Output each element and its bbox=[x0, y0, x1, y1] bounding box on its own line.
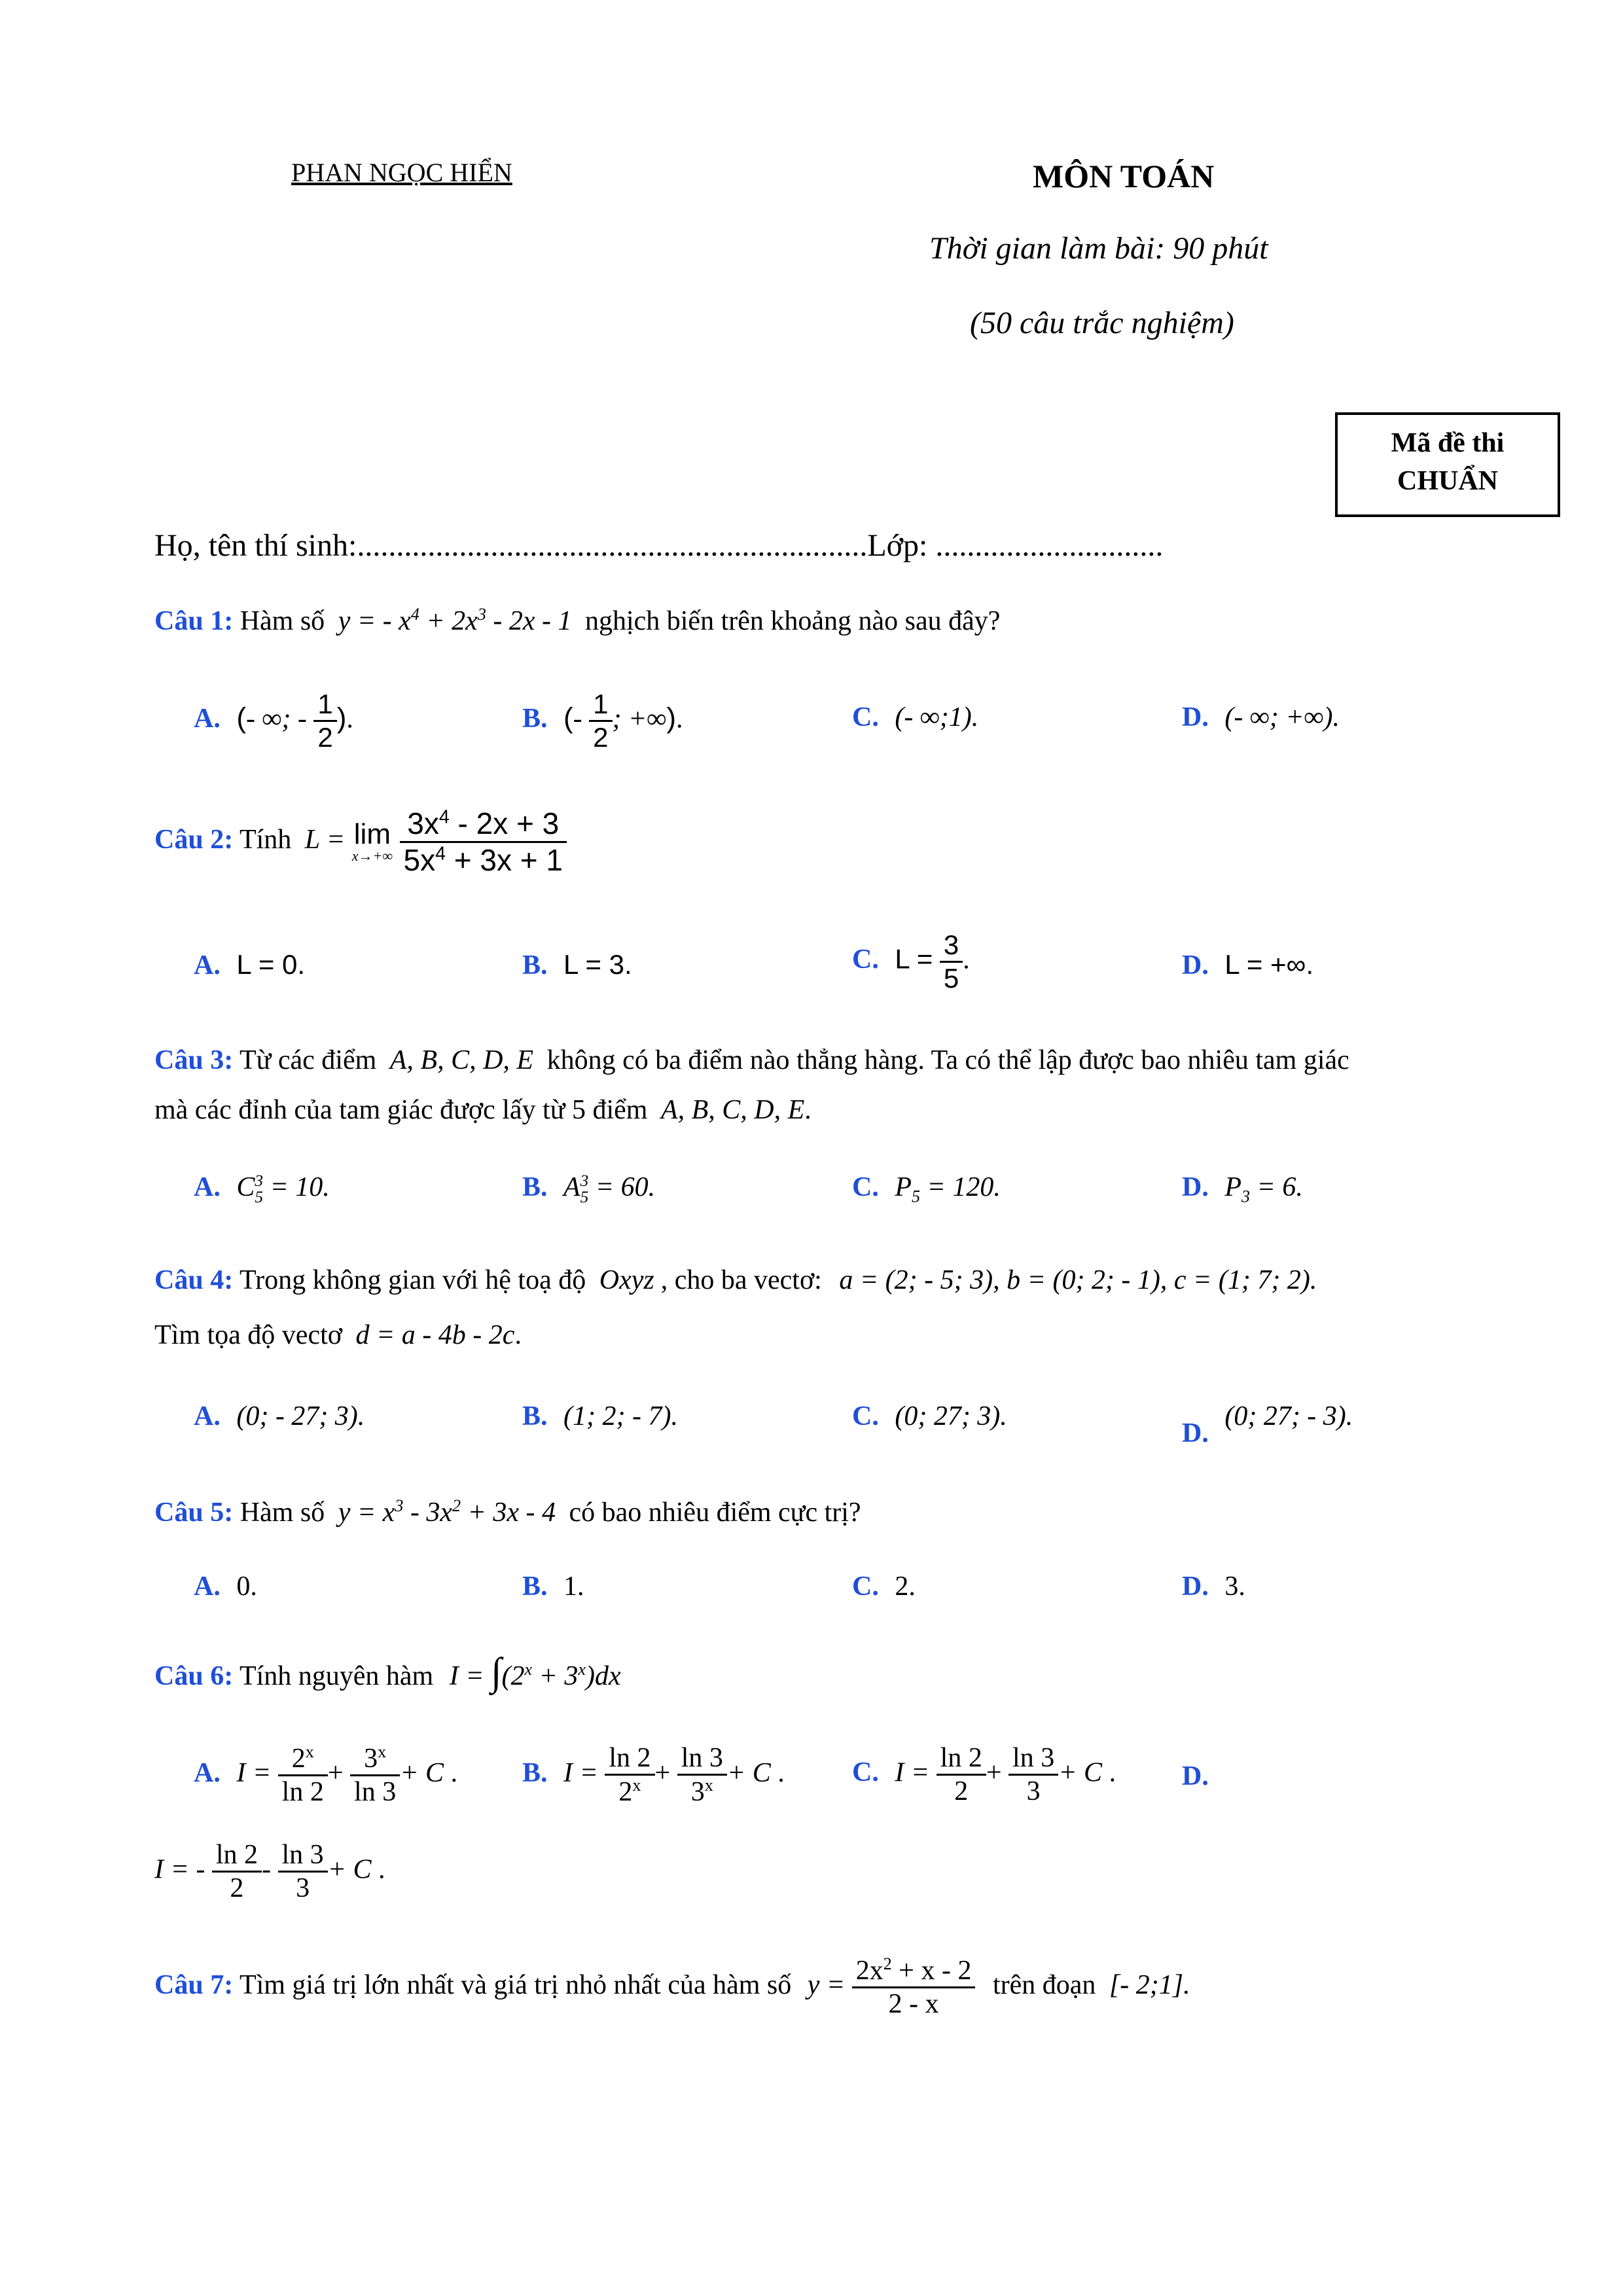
option-text: 2. bbox=[895, 1571, 916, 1602]
option-d[interactable] bbox=[1182, 1761, 1218, 1792]
option-c[interactable]: C. L = $\frac{3}{5}$ . bbox=[852, 929, 970, 994]
option-d[interactable] bbox=[1182, 1401, 1353, 1448]
option-formula: (1; 2; - 7). bbox=[563, 1401, 678, 1431]
fraction: $\frac{3x^4 - 2x + 3}{5x^4 + 3x + 1}$ bbox=[400, 806, 567, 878]
option-text: 3. bbox=[1224, 1571, 1245, 1602]
question-formula: Oxyz bbox=[599, 1265, 654, 1295]
question-2: Câu 2: Tính L = lim x→+∞ $\frac{3x^4 - 2x + 3}{5x^4 + 3x + 1}$ bbox=[154, 806, 567, 878]
option-label: A. bbox=[194, 1401, 221, 1431]
option-a[interactable] bbox=[194, 1401, 365, 1432]
option-text: 1. bbox=[563, 1571, 584, 1602]
option-formula: I = bbox=[236, 1757, 272, 1788]
question-formula: L = bbox=[304, 825, 346, 855]
question-6 bbox=[154, 1649, 621, 1695]
option-c[interactable]: C. I = $\frac{\ln 2}{2}$ + $\frac{\ln 3}{3}$ + C . bbox=[852, 1743, 1116, 1807]
option-formula: L = 0. bbox=[236, 949, 306, 980]
option-text: 0. bbox=[236, 1571, 257, 1602]
question-text: có bao nhiêu điểm cực trị? bbox=[569, 1498, 861, 1528]
option-formula: (0; 27; - 3). bbox=[1224, 1401, 1353, 1431]
question-formula: $y = x^3 - 3x^2 + 3x - 4$ bbox=[338, 1496, 556, 1528]
option-b[interactable] bbox=[522, 949, 632, 981]
question-text: trên đoạn bbox=[992, 1969, 1096, 2000]
question-text: Hàm số bbox=[240, 1498, 325, 1528]
option-label: B. bbox=[522, 1172, 548, 1202]
option-formula: I = bbox=[895, 1757, 930, 1788]
option-formula: (- ∞;1). bbox=[895, 702, 979, 732]
fraction: $\frac{1}{2}$ bbox=[313, 689, 336, 754]
option-formula: (- ∞; +∞). bbox=[1224, 702, 1340, 732]
fraction: $\frac{3}{5}$ bbox=[940, 929, 963, 995]
option-label: B. bbox=[522, 1401, 548, 1431]
option-label: C. bbox=[852, 1757, 879, 1788]
question-formula: d = a - 4b - 2c bbox=[355, 1320, 515, 1350]
fraction: $\frac{3^x}{\ln 3}$ bbox=[350, 1742, 400, 1808]
question-label: Câu 6: bbox=[154, 1661, 234, 1691]
option-b[interactable]: B. (- $\frac{1}{2}$ ; +∞). bbox=[522, 689, 683, 753]
question-text: Từ các điểm bbox=[239, 1045, 377, 1075]
fraction: $\frac{\ln 3}{3}$ bbox=[278, 1839, 328, 1905]
question-label: Câu 2: bbox=[154, 825, 234, 855]
option-formula: L = bbox=[895, 943, 933, 975]
option-formula: (0; 27; 3). bbox=[895, 1401, 1007, 1431]
school-name: PHAN NGỌC HIỂN bbox=[291, 158, 512, 187]
option-label: C. bbox=[852, 1401, 879, 1431]
student-info-line: Họ, tên thí sinh:.................................................................Lớp: ............................. bbox=[154, 528, 1164, 563]
option-a[interactable]: A. (- ∞; - $\frac{1}{2}$ ). bbox=[194, 689, 353, 753]
question-label: Câu 1: bbox=[154, 606, 234, 636]
fraction: $\frac{2^x}{\ln 2}$ bbox=[278, 1742, 328, 1808]
question-text: Tìm tọa độ vectơ bbox=[154, 1320, 342, 1350]
option-a[interactable] bbox=[194, 949, 305, 981]
option-b[interactable] bbox=[522, 1571, 584, 1602]
option-b[interactable] bbox=[522, 1401, 678, 1432]
fraction: $\frac{\ln 2}{2}$ bbox=[212, 1839, 262, 1905]
option-label: C. bbox=[852, 1571, 879, 1602]
option-a[interactable] bbox=[194, 1571, 257, 1602]
question-label: Câu 7: bbox=[154, 1969, 234, 2000]
option-c[interactable] bbox=[852, 1172, 1001, 1206]
question-3 bbox=[154, 1045, 1349, 1076]
option-formula: $P_5 = 120$. bbox=[895, 1172, 1001, 1206]
option-c[interactable] bbox=[852, 1401, 1007, 1432]
question-count: (50 câu trắc nghiệm) bbox=[970, 306, 1234, 340]
option-formula: C 3 5 = 10. bbox=[236, 1172, 330, 1207]
option-label: C. bbox=[852, 1172, 879, 1202]
option-formula: L = +∞. bbox=[1224, 949, 1314, 980]
option-label: D. bbox=[1182, 1761, 1209, 1791]
question-text: mà các đỉnh của tam giác được lấy từ 5 điểm bbox=[154, 1095, 648, 1125]
question-label: Câu 4: bbox=[154, 1265, 234, 1295]
option-c[interactable] bbox=[852, 702, 978, 733]
question-formula: $I = \int(2^x + 3^x)dx$ bbox=[449, 1650, 621, 1693]
question-5 bbox=[154, 1496, 861, 1528]
vectors-formula: a = (2; - 5; 3), b = (0; 2; - 1), c = (1; 7; 2). bbox=[839, 1265, 1317, 1295]
option-label: B. bbox=[522, 950, 548, 980]
option-label: A. bbox=[194, 1757, 221, 1788]
option-label: B. bbox=[522, 704, 548, 734]
exam-code-box bbox=[1335, 412, 1560, 517]
option-label: A. bbox=[194, 1172, 221, 1202]
option-label: D. bbox=[1182, 1418, 1209, 1448]
question-4 bbox=[154, 1265, 1317, 1296]
option-b[interactable] bbox=[522, 1172, 655, 1206]
option-label: A. bbox=[194, 704, 221, 734]
question-text: , cho ba vectơ: bbox=[660, 1265, 822, 1295]
option-label: A. bbox=[194, 950, 221, 980]
option-d[interactable] bbox=[1182, 1571, 1245, 1602]
option-formula: A 3 5 = 60. bbox=[563, 1172, 656, 1207]
question-label: Câu 5: bbox=[154, 1498, 234, 1528]
fraction: $\frac{\ln 3}{3^x}$ bbox=[677, 1742, 727, 1808]
question-formula: y = - $x^4 + 2x^3 - 2x - 1$ bbox=[338, 605, 572, 636]
question-text: không có ba điểm nào thẳng hàng. Ta có thể lập được bao nhiêu tam giác bbox=[546, 1045, 1349, 1075]
option-formula: ( bbox=[236, 702, 246, 734]
option-label: D. bbox=[1182, 1172, 1209, 1202]
option-formula: $P_3 = 6$. bbox=[1224, 1172, 1303, 1206]
option-d[interactable] bbox=[1182, 1172, 1303, 1206]
question-3-line-2: mà các đỉnh của tam giác được lấy từ 5 điểm A, B, C, D, E. bbox=[154, 1095, 812, 1125]
option-label: D. bbox=[1182, 950, 1209, 980]
option-d-formula: I = - $\frac{\ln 2}{2}$ - $\frac{\ln 3}{3}$ + C . bbox=[154, 1840, 385, 1904]
question-label: Câu 3: bbox=[154, 1045, 234, 1075]
question-formula: y = bbox=[807, 1969, 846, 2000]
option-label: B. bbox=[522, 1571, 548, 1602]
option-label: D. bbox=[1182, 702, 1209, 732]
question-text: Tính bbox=[239, 825, 292, 855]
question-1 bbox=[154, 605, 1000, 637]
fraction: $\frac{\ln 3}{3}$ bbox=[1008, 1742, 1058, 1808]
option-label: A. bbox=[194, 1571, 221, 1602]
exam-code-value: CHUẨN bbox=[1397, 466, 1498, 496]
question-text: Hàm số bbox=[240, 606, 325, 636]
option-label: C. bbox=[852, 944, 879, 975]
question-7 bbox=[154, 1954, 1190, 2020]
exam-time: Thời gian làm bài: 90 phút bbox=[929, 231, 1268, 266]
option-label: C. bbox=[852, 702, 879, 732]
option-d[interactable] bbox=[1182, 949, 1313, 981]
option-b[interactable]: B. I = $\frac{\ln 2}{2^x}$ + $\frac{\ln 3}{3^x}$ + C . bbox=[522, 1743, 785, 1808]
question-formula: A, B, C, D, E bbox=[660, 1095, 805, 1125]
question-formula: A, B, C, D, E bbox=[389, 1045, 534, 1075]
subject-title: MÔN TOÁN bbox=[1033, 158, 1215, 194]
exam-code-label: Mã đề thi bbox=[1391, 428, 1505, 458]
option-d[interactable] bbox=[1182, 702, 1340, 733]
option-formula: (0; - 27; 3). bbox=[236, 1401, 365, 1431]
question-text: Trong không gian với hệ toạ độ bbox=[239, 1265, 586, 1295]
option-c[interactable] bbox=[852, 1571, 916, 1602]
option-formula: I = bbox=[563, 1757, 598, 1788]
fraction: $\frac{2x^2 + x - 2}{2 - x}$ bbox=[852, 1954, 976, 2020]
fraction: $\frac{1}{2}$ bbox=[589, 689, 612, 754]
option-label: B. bbox=[522, 1757, 548, 1788]
option-a[interactable]: A. I = $\frac{2^x}{\ln 2}$ + $\frac{3^x}{\ln 3}$ + C . bbox=[194, 1742, 458, 1808]
question-text: Tính nguyên hàm bbox=[239, 1661, 434, 1691]
option-formula: L = 3. bbox=[563, 949, 632, 980]
question-text: nghịch biến trên khoảng nào sau đây? bbox=[584, 606, 1001, 636]
option-formula: ( bbox=[563, 702, 573, 734]
interval-formula: [- 2;1]. bbox=[1109, 1969, 1190, 2000]
question-text: Tìm giá trị lớn nhất và giá trị nhỏ nhất của hàm số bbox=[239, 1969, 792, 2000]
option-a[interactable] bbox=[194, 1172, 330, 1206]
question-4-line-2: Tìm tọa độ vectơ d = a - 4b - 2c. bbox=[154, 1320, 522, 1350]
fraction: $\frac{\ln 2}{2}$ bbox=[936, 1742, 986, 1808]
option-label: D. bbox=[1182, 1571, 1209, 1602]
fraction: $\frac{\ln 2}{2^x}$ bbox=[605, 1742, 654, 1808]
